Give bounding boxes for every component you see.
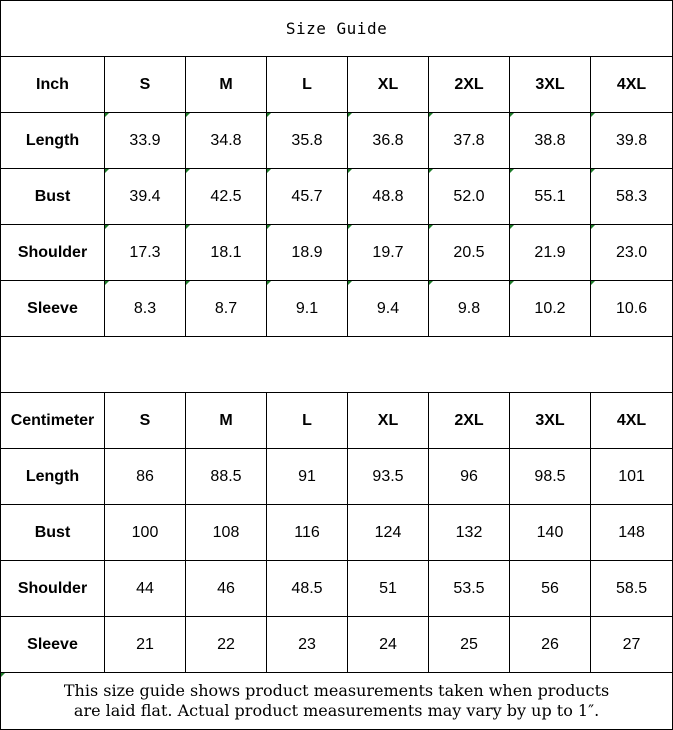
measurement-value: 26	[510, 617, 591, 673]
measurement-value: 93.5	[348, 449, 429, 505]
measurement-value: 37.8	[429, 113, 510, 169]
inch-size-header: S	[105, 57, 186, 113]
measurement-value: 101	[591, 449, 673, 505]
measurement-value: 17.3	[105, 225, 186, 281]
measurement-value: 19.7	[348, 225, 429, 281]
measurement-value: 98.5	[510, 449, 591, 505]
measurement-value: 58.5	[591, 561, 673, 617]
measurement-label: Bust	[1, 169, 105, 225]
inch-unit-label: Inch	[1, 57, 105, 113]
measurement-value: 10.6	[591, 281, 673, 337]
inch-row-shoulder	[1, 225, 673, 281]
cm-row-sleeve	[1, 617, 673, 673]
cm-size-header: 2XL	[429, 393, 510, 449]
note-line-2: are laid flat. Actual product measurements may vary by up to 1″.	[73, 701, 600, 720]
inch-size-header: 2XL	[429, 57, 510, 113]
measurement-value: 21.9	[510, 225, 591, 281]
measurement-label: Bust	[1, 505, 105, 561]
note-row	[1, 673, 673, 730]
measurement-value: 51	[348, 561, 429, 617]
note-line-1: This size guide shows product measurements taken when products	[63, 681, 610, 700]
measurement-value: 44	[105, 561, 186, 617]
measurement-value: 22	[186, 617, 267, 673]
measurement-value: 53.5	[429, 561, 510, 617]
cm-size-header: M	[186, 393, 267, 449]
measurement-value: 23	[267, 617, 348, 673]
measurement-value: 88.5	[186, 449, 267, 505]
measurement-value: 35.8	[267, 113, 348, 169]
measurement-value: 21	[105, 617, 186, 673]
measurement-value: 148	[591, 505, 673, 561]
measurement-value: 9.8	[429, 281, 510, 337]
measurement-value: 48.5	[267, 561, 348, 617]
measurement-value: 18.1	[186, 225, 267, 281]
measurement-value: 20.5	[429, 225, 510, 281]
measurement-value: 38.8	[510, 113, 591, 169]
cm-row-length	[1, 449, 673, 505]
measurement-value: 96	[429, 449, 510, 505]
measurement-value: 58.3	[591, 169, 673, 225]
cm-size-header: S	[105, 393, 186, 449]
measurement-value: 39.8	[591, 113, 673, 169]
measurement-value: 36.8	[348, 113, 429, 169]
measurement-value: 55.1	[510, 169, 591, 225]
measurement-value: 45.7	[267, 169, 348, 225]
measurement-value: 48.8	[348, 169, 429, 225]
size-guide-title: Size Guide	[1, 1, 673, 57]
inch-row-bust	[1, 169, 673, 225]
measurement-value: 25	[429, 617, 510, 673]
cm-size-header: 3XL	[510, 393, 591, 449]
measurement-value: 140	[510, 505, 591, 561]
measurement-value: 10.2	[510, 281, 591, 337]
spacer-row	[1, 337, 673, 393]
measurement-value: 9.1	[267, 281, 348, 337]
measurement-value: 132	[429, 505, 510, 561]
size-guide-note	[1, 673, 673, 730]
measurement-label: Length	[1, 113, 105, 169]
measurement-value: 56	[510, 561, 591, 617]
measurement-label: Sleeve	[1, 281, 105, 337]
measurement-value: 42.5	[186, 169, 267, 225]
inch-header-row	[1, 57, 673, 113]
cm-row-shoulder	[1, 561, 673, 617]
measurement-value: 124	[348, 505, 429, 561]
cm-size-header: XL	[348, 393, 429, 449]
spacer-cell	[1, 337, 673, 393]
inch-size-header: M	[186, 57, 267, 113]
measurement-label: Length	[1, 449, 105, 505]
measurement-value: 9.4	[348, 281, 429, 337]
measurement-label: Sleeve	[1, 617, 105, 673]
measurement-value: 116	[267, 505, 348, 561]
measurement-value: 27	[591, 617, 673, 673]
inch-row-sleeve	[1, 281, 673, 337]
measurement-value: 100	[105, 505, 186, 561]
measurement-value: 33.9	[105, 113, 186, 169]
measurement-value: 34.8	[186, 113, 267, 169]
inch-row-length	[1, 113, 673, 169]
measurement-value: 39.4	[105, 169, 186, 225]
measurement-value: 18.9	[267, 225, 348, 281]
measurement-value: 108	[186, 505, 267, 561]
measurement-value: 52.0	[429, 169, 510, 225]
cm-size-header: L	[267, 393, 348, 449]
inch-size-header: XL	[348, 57, 429, 113]
cm-size-header: 4XL	[591, 393, 673, 449]
inch-size-header: 4XL	[591, 57, 673, 113]
cm-row-bust	[1, 505, 673, 561]
cm-header-row	[1, 393, 673, 449]
measurement-value: 91	[267, 449, 348, 505]
measurement-label: Shoulder	[1, 561, 105, 617]
cm-unit-label: Centimeter	[1, 393, 105, 449]
measurement-value: 24	[348, 617, 429, 673]
measurement-value: 8.7	[186, 281, 267, 337]
measurement-label: Shoulder	[1, 225, 105, 281]
measurement-value: 86	[105, 449, 186, 505]
measurement-value: 23.0	[591, 225, 673, 281]
inch-size-header: L	[267, 57, 348, 113]
measurement-value: 8.3	[105, 281, 186, 337]
inch-size-header: 3XL	[510, 57, 591, 113]
measurement-value: 46	[186, 561, 267, 617]
